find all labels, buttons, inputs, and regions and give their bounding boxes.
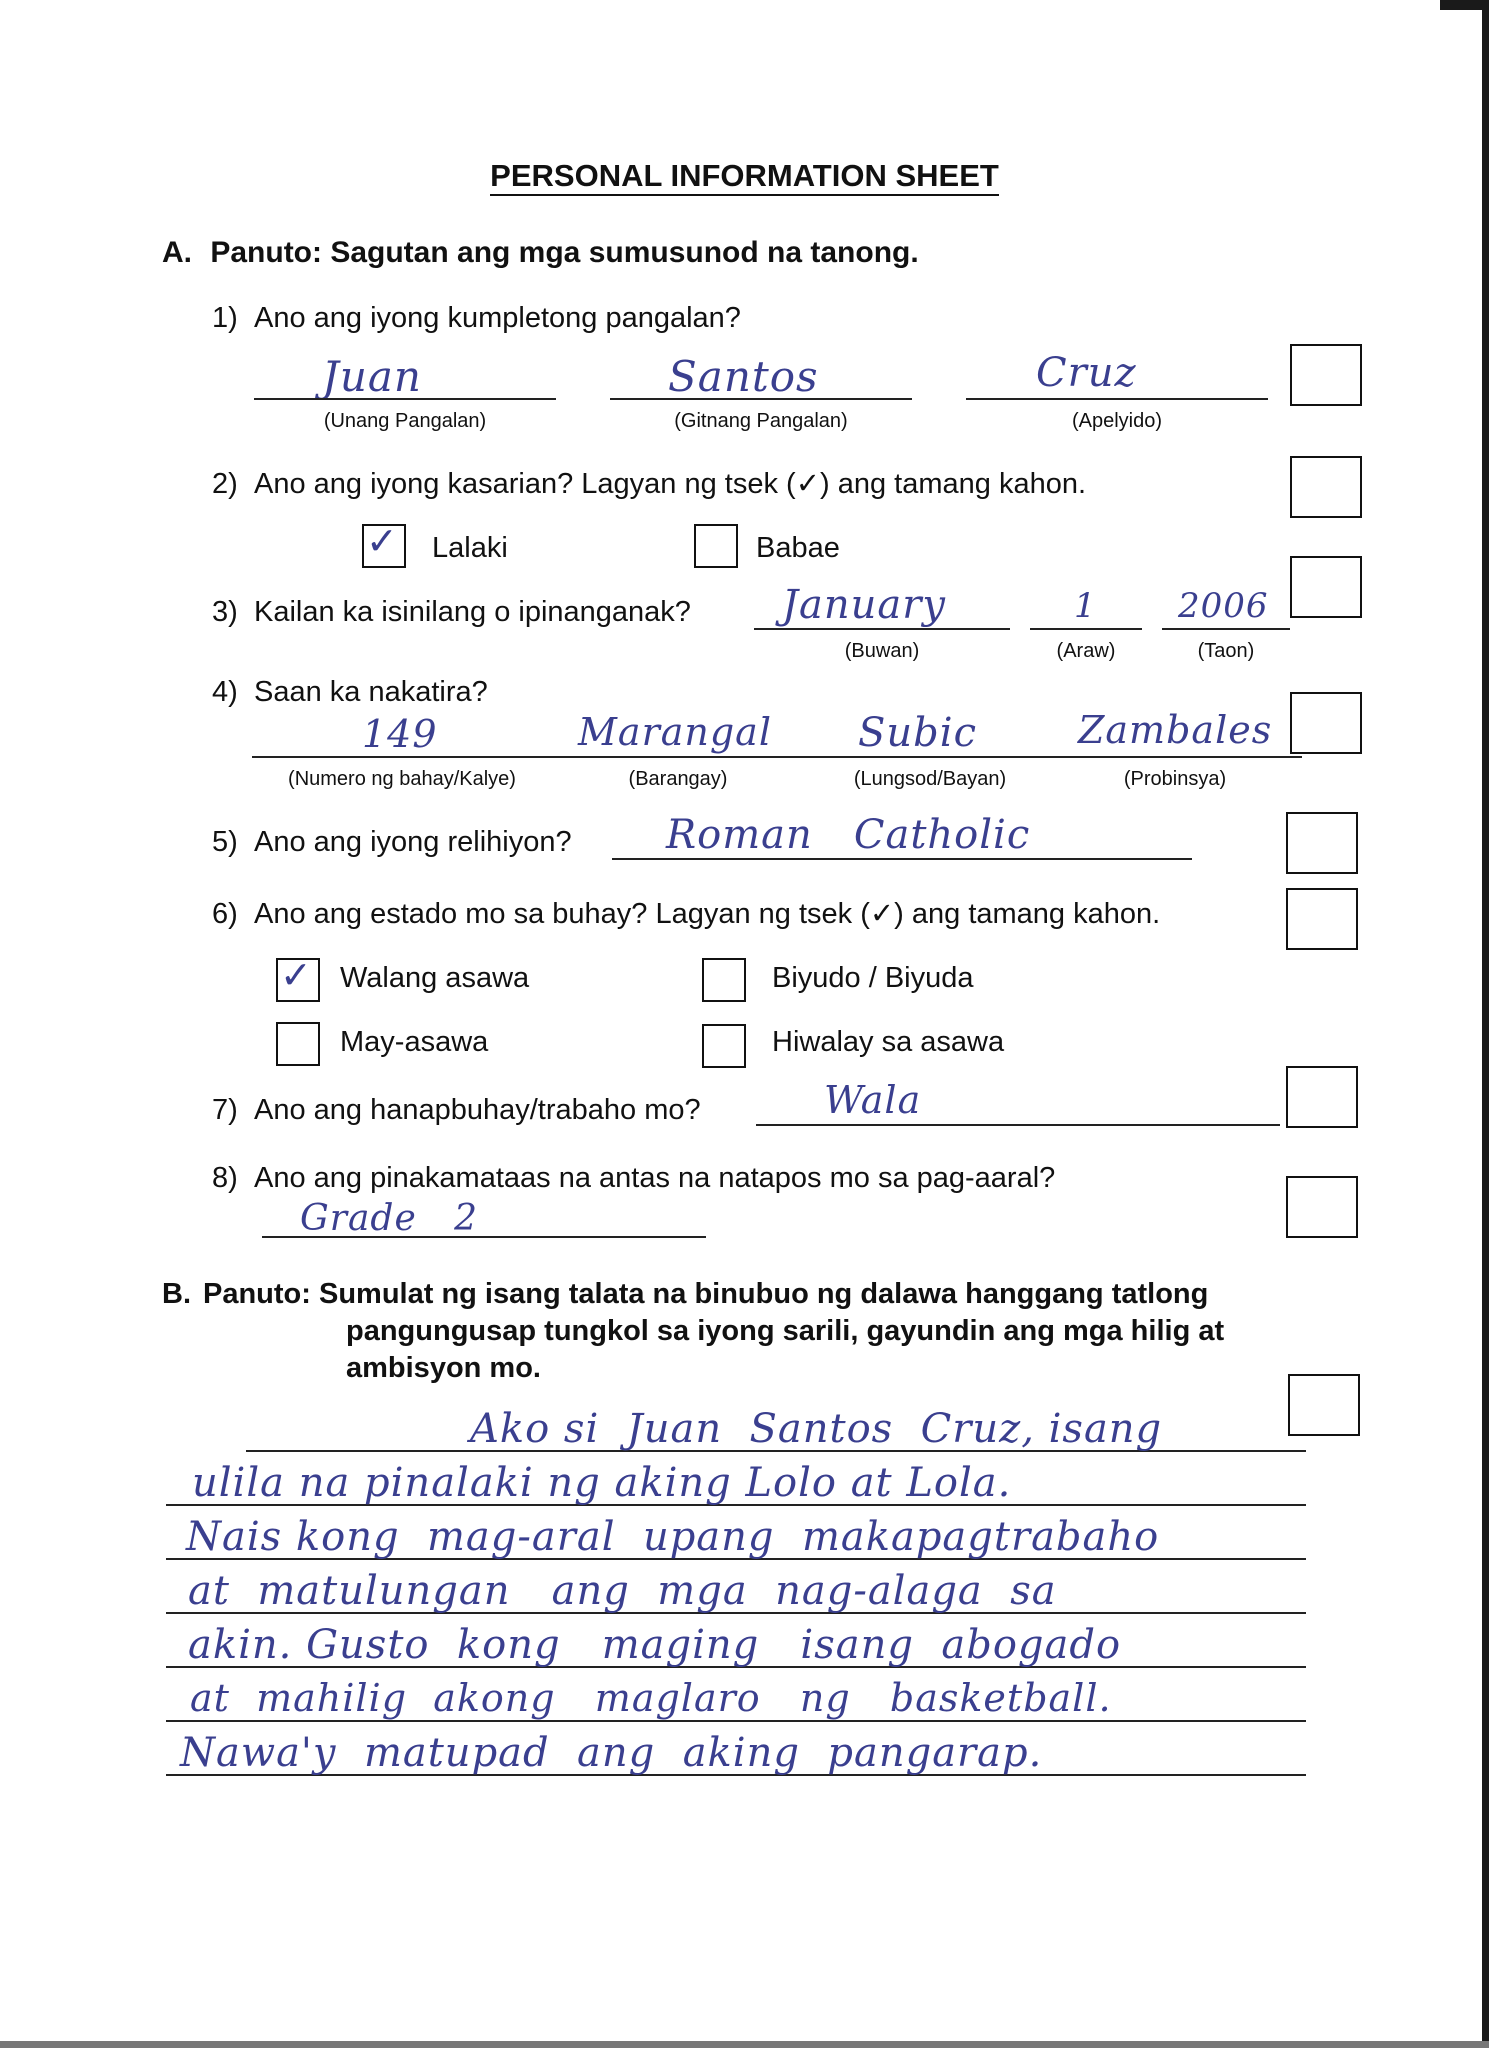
score-box-section-b — [1288, 1374, 1360, 1436]
birth-year-line — [1162, 628, 1290, 630]
answer-birth-day[interactable]: 1 — [1074, 586, 1097, 626]
scan-edge-top-right — [1440, 0, 1489, 10]
answer-first-name[interactable]: Juan — [322, 352, 422, 401]
score-box-q3 — [1290, 556, 1362, 618]
answer-religion[interactable]: Roman Catholic — [666, 812, 1031, 858]
paragraph-text-4[interactable]: at matulungan ang mga nag-alaga sa — [188, 1568, 1057, 1614]
middle-name-line — [610, 398, 912, 400]
paragraph-text-7[interactable]: Nawa'y matupad ang aking pangarap. — [180, 1730, 1043, 1776]
question-6: 6) Ano ang estado mo sa buhay? Lagyan ng tsek (✓) ang tamang kahon. — [212, 898, 1161, 930]
birth-year-caption: (Taon) — [1197, 640, 1255, 662]
paragraph-text-5[interactable]: akin. Gusto kong maging isang abogado — [188, 1622, 1122, 1668]
score-box-q6 — [1286, 888, 1358, 950]
paragraph-text-1[interactable]: Ako si Juan Santos Cruz, isang — [470, 1406, 1163, 1452]
option-may-asawa: May-asawa — [340, 1026, 489, 1058]
scan-edge-bottom — [0, 2041, 1489, 2048]
option-biyudo: Biyudo / Biyuda — [772, 962, 974, 994]
answer-occupation[interactable]: Wala — [824, 1078, 922, 1122]
check-mark-icon: ✓ — [280, 953, 312, 997]
paragraph-text-2[interactable]: ulila na pinalaki ng aking Lolo at Lola. — [192, 1460, 1012, 1506]
answer-middle-name[interactable]: Santos — [668, 352, 819, 401]
question-8: 8) Ano ang pinakamataas na antas na natapos mo sa pag-aaral? — [212, 1162, 1056, 1194]
religion-line — [612, 858, 1192, 860]
answer-birth-month[interactable]: January — [782, 582, 946, 628]
question-2: 2) Ano ang iyong kasarian? Lagyan ng tsek (✓) ang tamang kahon. — [212, 468, 1087, 500]
last-name-line — [966, 398, 1268, 400]
address-line — [252, 756, 1302, 758]
city-caption: (Lungsod/Bayan) — [853, 768, 1007, 790]
answer-city[interactable]: Subic — [858, 710, 977, 756]
barangay-caption: (Barangay) — [628, 768, 728, 790]
paragraph-text-6[interactable]: at mahilig akong maglaro ng basketball. — [190, 1676, 1112, 1720]
checkbox-babae[interactable] — [694, 524, 738, 568]
option-walang-asawa: Walang asawa — [340, 962, 530, 994]
middle-name-caption: (Gitnang Pangalan) — [674, 410, 848, 432]
checkbox-biyudo[interactable] — [702, 958, 746, 1002]
checkbox-may-asawa[interactable] — [276, 1022, 320, 1066]
option-hiwalay: Hiwalay sa asawa — [772, 1026, 1005, 1058]
answer-education[interactable]: Grade 2 — [300, 1198, 479, 1239]
score-box-q4 — [1290, 692, 1362, 754]
education-line — [262, 1236, 706, 1238]
paragraph-text-3[interactable]: Nais kong mag-aral upang makapagtrabaho — [186, 1514, 1160, 1560]
first-name-caption: (Unang Pangalan) — [323, 410, 487, 432]
answer-birth-year[interactable]: 2006 — [1178, 586, 1269, 626]
last-name-caption: (Apelyido) — [1071, 410, 1163, 432]
scan-edge-right — [1482, 0, 1489, 2048]
birth-day-line — [1030, 628, 1142, 630]
section-a-instruction: Panuto: Sagutan ang mga sumusunod na tanong. — [210, 236, 919, 269]
answer-house-number[interactable]: 149 — [362, 712, 438, 756]
first-name-line — [254, 398, 556, 400]
birth-month-caption: (Buwan) — [844, 640, 920, 662]
section-a-heading — [162, 236, 919, 270]
question-5: 5) Ano ang iyong relihiyon? — [212, 826, 572, 858]
answer-last-name[interactable]: Cruz — [1036, 350, 1137, 396]
paragraph-line-6 — [166, 1720, 1306, 1722]
score-box-q1 — [1290, 344, 1362, 406]
question-3: 3) Kailan ka isinilang o ipinanganak? — [212, 596, 691, 628]
section-a-letter: A. — [162, 236, 192, 269]
answer-barangay[interactable]: Marangal — [578, 710, 772, 754]
option-babae: Babae — [756, 532, 840, 564]
section-b-letter: B. — [162, 1278, 191, 1310]
score-box-q7 — [1286, 1066, 1358, 1128]
page-title: PERSONAL INFORMATION SHEET — [0, 158, 1489, 194]
score-box-q8 — [1286, 1176, 1358, 1238]
question-4: 4) Saan ka nakatira? — [212, 676, 488, 708]
option-lalaki: Lalaki — [432, 532, 508, 564]
question-1: 1) Ano ang iyong kumpletong pangalan? — [212, 302, 741, 334]
birth-month-line — [754, 628, 1010, 630]
house-number-caption: (Numero ng bahay/Kalye) — [288, 768, 516, 790]
score-box-q2 — [1290, 456, 1362, 518]
score-box-q5 — [1286, 812, 1358, 874]
birth-day-caption: (Araw) — [1056, 640, 1116, 662]
question-7: 7) Ano ang hanapbuhay/trabaho mo? — [212, 1094, 701, 1126]
occupation-line — [756, 1124, 1280, 1126]
section-b-heading: B. Panuto: Sumulat ng isang talata na binubuo ng dalawa hanggang tatlong pangungusap tungkol sa iyong sarili, gayundin ang mga hilig at ambisyon mo. — [162, 1278, 1225, 1384]
answer-province[interactable]: Zambales — [1078, 708, 1273, 752]
province-caption: (Probinsya) — [1123, 768, 1227, 790]
checkbox-hiwalay[interactable] — [702, 1024, 746, 1068]
check-mark-icon: ✓ — [366, 519, 398, 563]
